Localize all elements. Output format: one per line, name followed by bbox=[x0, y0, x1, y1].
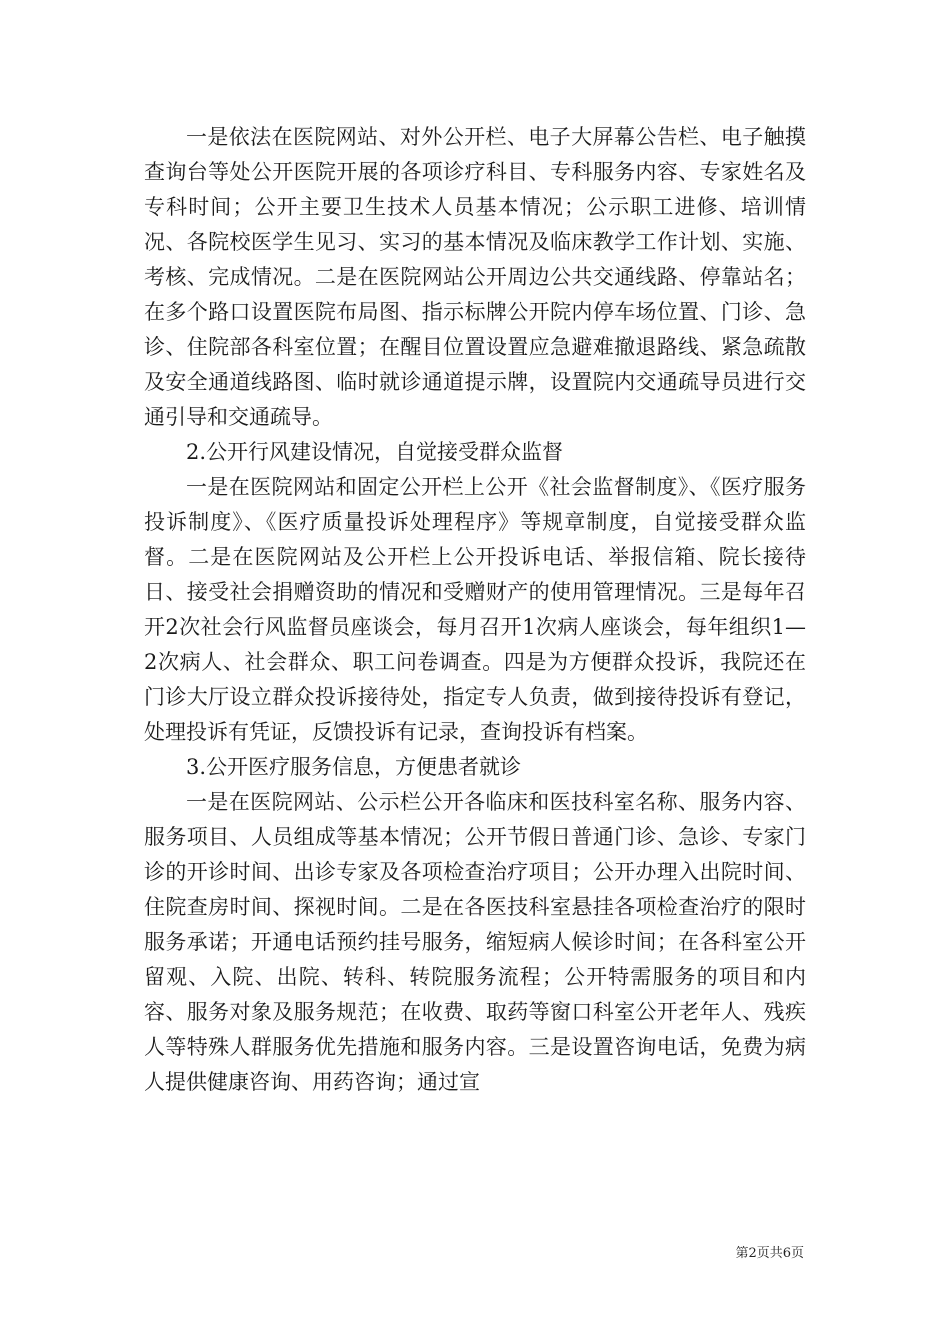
page-number: 第2页共6页 bbox=[735, 1246, 804, 1261]
paragraph-service-info: 一是在医院网站、公示栏公开各临床和医技科室名称、服务内容、服务项目、人员组成等基本情况；公开节假日普通门诊、急诊、专家门诊的开诊时间、出诊专家及各项检查治疗项目；公开办理入出院时间、住院查房时间、探视时间。二是在各医技科室悬挂各项检查治疗的限时服务承诺；开通电话预约挂号服务，缩短病人候诊时间；在各科室公开留观、入院、出院、转科、转院服务流程；公开特需服务的项目和内容、服务对象及服务规范；在收费、取药等窗口科室公开老年人、残疾人等特殊人群服务优先措施和服务内容。三是设置咨询电话，免费为病人提供健康咨询、用药咨询；通过宣 bbox=[144, 790, 806, 1094]
paragraph-supervision: 一是在医院网站和固定公开栏上公开《社会监督制度》、《医疗服务投诉制度》、《医疗质量投诉处理程序》等规章制度，自觉接受群众监督。二是在医院网站及公开栏上公开投诉电话、举报信箱、院长接待日、接受社会捐赠资助的情况和受赠财产的使用管理情况。三是每年召开2次社会行风监督员座谈会，每月召开1次病人座谈会，每年组织1—2次病人、社会群众、职工问卷调查。四是为方便群众投诉，我院还在门诊大厅设立群众投诉接待处，指定专人负责，做到接待投诉有登记，处理投诉有凭证，反馈投诉有记录，查询投诉有档案。 bbox=[144, 475, 806, 744]
document-body bbox=[144, 120, 806, 1100]
section-heading-2: 2.公开行风建设情况，自觉接受群众监督 bbox=[186, 440, 564, 464]
paragraph-disclosure-locations: 一是依法在医院网站、对外公开栏、电子大屏幕公告栏、电子触摸查询台等处公开医院开展的各项诊疗科目、专科服务内容、专家姓名及专科时间；公开主要卫生技术人员基本情况；公示职工进修、培训情况、各院校医学生见习、实习的基本情况及临床教学工作计划、实施、考核、完成情况。二是在医院网站公开周边公共交通线路、停靠站名；在多个路口设置医院布局图、指示标牌公开院内停车场位置、门诊、急诊、住院部各科室位置；在醒目位置设置应急避难撤退路线、紧急疏散及安全通道线路图、临时就诊通道提示牌，设置院内交通疏导员进行交通引导和交通疏导。 bbox=[144, 125, 806, 429]
section-heading-3: 3.公开医疗服务信息，方便患者就诊 bbox=[186, 755, 522, 779]
